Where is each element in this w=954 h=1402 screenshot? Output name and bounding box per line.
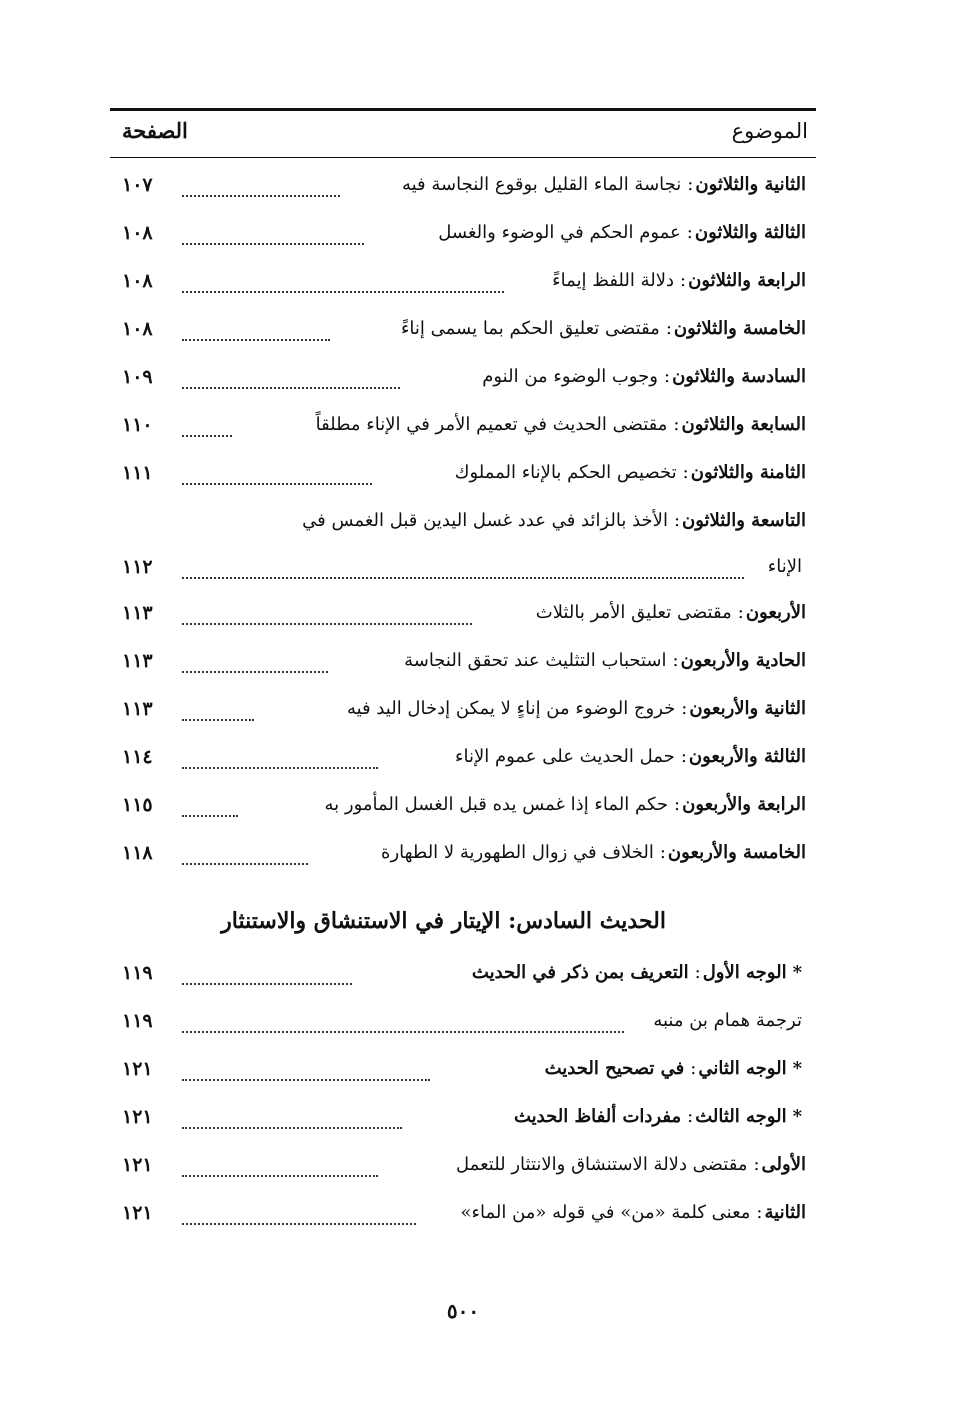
entry-page: ١١٣ — [122, 650, 153, 672]
entry-text: مقتضى الحديث في تعميم الأمر في الإناء مطلقاً — [315, 414, 668, 435]
entry-page: ١٠٨ — [122, 318, 153, 340]
index-entry: * الوجه الثاني : في تصحيح الحديث ١٢١ — [110, 1050, 816, 1088]
entry-lead: الثامنة والثلاثون — [690, 462, 806, 483]
dot-leader — [182, 1069, 430, 1081]
dot-leader — [182, 709, 254, 721]
index-entry: الثالثة والأربعون : حمل الحديث على عموم الإناء ١١٤ — [110, 738, 816, 776]
dot-leader — [182, 1165, 378, 1177]
dot-leader — [182, 425, 232, 437]
entry-text: التعريف بمن ذكر في الحديث — [471, 962, 689, 983]
entry-text: الأخذ بالزائد في عدد غسل اليدين قبل الغمس في — [302, 510, 668, 531]
entry-lead: الخامسة والثلاثون — [673, 318, 806, 339]
dot-leader — [182, 329, 330, 341]
entry-text: معنى كلمة «من» في قوله «من الماء» — [460, 1202, 751, 1223]
entry-text: عموم الحكم في الوضوء والغسل — [438, 222, 681, 243]
dot-leader — [182, 613, 472, 625]
dot-leader — [182, 853, 308, 865]
entry-page: ١١٣ — [122, 602, 153, 624]
entry-page: ١٢١ — [122, 1058, 153, 1080]
entry-lead: الثانية والأربعون — [689, 698, 806, 719]
index-entry: الخامسة والأربعون : الخلاف في زوال الطهورية لا الطهارة ١١٨ — [110, 834, 816, 872]
entry-lead: الثالثة والثلاثون — [694, 222, 806, 243]
entry-page: ١١٩ — [122, 962, 153, 984]
dot-leader — [182, 1213, 416, 1225]
entry-text: حكم الماء إذا غمس يده قبل الغسل المأمور به — [324, 794, 669, 815]
entry-page: ١٢١ — [122, 1106, 153, 1128]
entry-text: نجاسة الماء القليل بوقوع النجاسة فيه — [401, 174, 682, 195]
entry-text: دلالة اللفظ إيماءً — [552, 270, 675, 291]
entry-text: وجوب الوضوء من النوم — [482, 366, 658, 387]
entry-lead: الخامسة والأربعون — [667, 842, 806, 863]
entry-lead: الوجه الثالث — [695, 1106, 787, 1127]
dot-leader — [182, 377, 400, 389]
index-entry: الأربعون : مقتضى تعليق الأمر بالثلاث ١١٣ — [110, 594, 816, 632]
entry-page: ١١٩ — [122, 1010, 153, 1032]
entry-text: ترجمة همام بن منبه — [653, 1010, 802, 1031]
index-entry: الثانية والثلاثون : نجاسة الماء القليل بوقوع النجاسة فيه ١٠٧ — [110, 166, 816, 204]
entry-text: حمل الحديث على عموم الإناء — [455, 746, 675, 767]
bullet-icon: * — [792, 1106, 802, 1127]
header-rule — [110, 157, 816, 158]
entry-lead: الحادية والأربعون — [680, 650, 806, 671]
dot-leader — [182, 973, 352, 985]
entry-lead: السابعة والثلاثون — [681, 414, 806, 435]
entry-lead: الثالثة والأربعون — [688, 746, 806, 767]
entry-text: تخصيص الحكم بالإناء المملوك — [454, 462, 677, 483]
page-number: ٥٠٠ — [446, 1299, 480, 1323]
entry-page: ١٠٩ — [122, 366, 153, 388]
top-rule — [110, 108, 816, 111]
entry-text: الخلاف في زوال الطهورية لا الطهارة — [381, 842, 654, 863]
dot-leader — [182, 1117, 402, 1129]
dot-leader — [182, 1021, 624, 1033]
dot-leader — [182, 567, 744, 579]
index-entry: الثالثة والثلاثون : عموم الحكم في الوضوء والغسل ١٠٨ — [110, 214, 816, 252]
entry-text: استحباب التثليث عند تحقق النجاسة — [404, 650, 667, 671]
entry-text: الإناء — [767, 556, 802, 577]
index-entry — [110, 1002, 816, 1040]
page-column-header: الصفحة — [122, 118, 188, 143]
dot-leader — [182, 757, 378, 769]
entry-lead: الثانية — [764, 1202, 806, 1223]
dot-leader — [182, 473, 372, 485]
entry-lead: السادسة والثلاثون — [672, 366, 806, 387]
index-entry: الخامسة والثلاثون : مقتضى تعليق الحكم بما يسمى إناءً ١٠٨ — [110, 310, 816, 348]
entry-text: مفردات ألفاظ الحديث — [513, 1106, 682, 1127]
index-entry: الثانية والأربعون : خروج الوضوء من إناءٍ لا يمكن إدخال اليد فيه ١١٣ — [110, 690, 816, 728]
dot-leader — [182, 805, 238, 817]
entry-lead: الرابعة والثلاثون — [688, 270, 806, 291]
dot-leader — [182, 661, 328, 673]
entry-page: ١٢١ — [122, 1202, 153, 1224]
dot-leader — [182, 233, 364, 245]
entry-page: ١٠٨ — [122, 270, 153, 292]
index-entry-continuation — [110, 548, 816, 586]
index-entry: الأولى : مقتضى دلالة الاستنشاق والانتثار للتعمل ١٢١ — [110, 1146, 816, 1184]
entry-page: ١١٥ — [122, 794, 153, 816]
dot-leader — [182, 185, 340, 197]
entry-lead: الأولى — [761, 1154, 806, 1175]
entry-text: مقتضى تعليق الأمر بالثلاث — [535, 602, 732, 623]
entry-page: ١١٢ — [122, 556, 153, 578]
entry-page: ١٠٧ — [122, 174, 153, 196]
entry-text: مقتضى دلالة الاستنشاق والانتثار للتعمل — [456, 1154, 748, 1175]
index-entry: الرابعة والأربعون : حكم الماء إذا غمس يده قبل الغسل المأمور به ١١٥ — [110, 786, 816, 824]
entry-lead: الرابعة والأربعون — [682, 794, 806, 815]
entry-page: ١٠٨ — [122, 222, 153, 244]
entry-page: ١١٤ — [122, 746, 153, 768]
section-heading: الحديث السادس: الإيتار في الاستنشاق والاستنثار — [221, 908, 666, 934]
entry-page: ١٢١ — [122, 1154, 153, 1176]
bullet-icon: * — [792, 1058, 802, 1079]
index-entry: الثانية : معنى كلمة «من» في قوله «من الماء» ١٢١ — [110, 1194, 816, 1232]
entry-text: خروج الوضوء من إناءٍ لا يمكن إدخال اليد فيه — [346, 698, 676, 719]
entry-text: مقتضى تعليق الحكم بما يسمى إناءً — [400, 318, 660, 339]
topic-column-header: الموضوع — [731, 119, 808, 143]
index-entry: * الوجه الثالث : مفردات ألفاظ الحديث ١٢١ — [110, 1098, 816, 1136]
entry-page: ١١٠ — [122, 414, 153, 436]
index-page — [110, 0, 816, 1402]
entry-text: في تصحيح الحديث — [544, 1058, 685, 1079]
dot-leader — [182, 281, 504, 293]
index-entry: التاسعة والثلاثون : الأخذ بالزائد في عدد غسل اليدين قبل الغمس في — [110, 502, 816, 540]
entry-lead: الوجه الأول — [702, 962, 787, 983]
entry-lead: التاسعة والثلاثون — [682, 510, 806, 531]
index-entry: السادسة والثلاثون : وجوب الوضوء من النوم ١٠٩ — [110, 358, 816, 396]
index-entry: الرابعة والثلاثون : دلالة اللفظ إيماءً ١٠٨ — [110, 262, 816, 300]
entry-page: ١١١ — [122, 462, 153, 484]
index-entry: الثامنة والثلاثون : تخصيص الحكم بالإناء المملوك ١١١ — [110, 454, 816, 492]
entry-page: ١١٨ — [122, 842, 153, 864]
entry-lead: الوجه الثاني — [698, 1058, 787, 1079]
entry-page: ١١٣ — [122, 698, 153, 720]
index-entry: الحادية والأربعون : استحباب التثليث عند تحقق النجاسة ١١٣ — [110, 642, 816, 680]
bullet-icon: * — [792, 962, 802, 983]
index-entry: * الوجه الأول : التعريف بمن ذكر في الحديث ١١٩ — [110, 954, 816, 992]
entry-lead: الثانية والثلاثون — [695, 174, 806, 195]
index-entry: السابعة والثلاثون : مقتضى الحديث في تعميم الأمر في الإناء مطلقاً ١١٠ — [110, 406, 816, 444]
entry-lead: الأربعون — [745, 602, 806, 623]
